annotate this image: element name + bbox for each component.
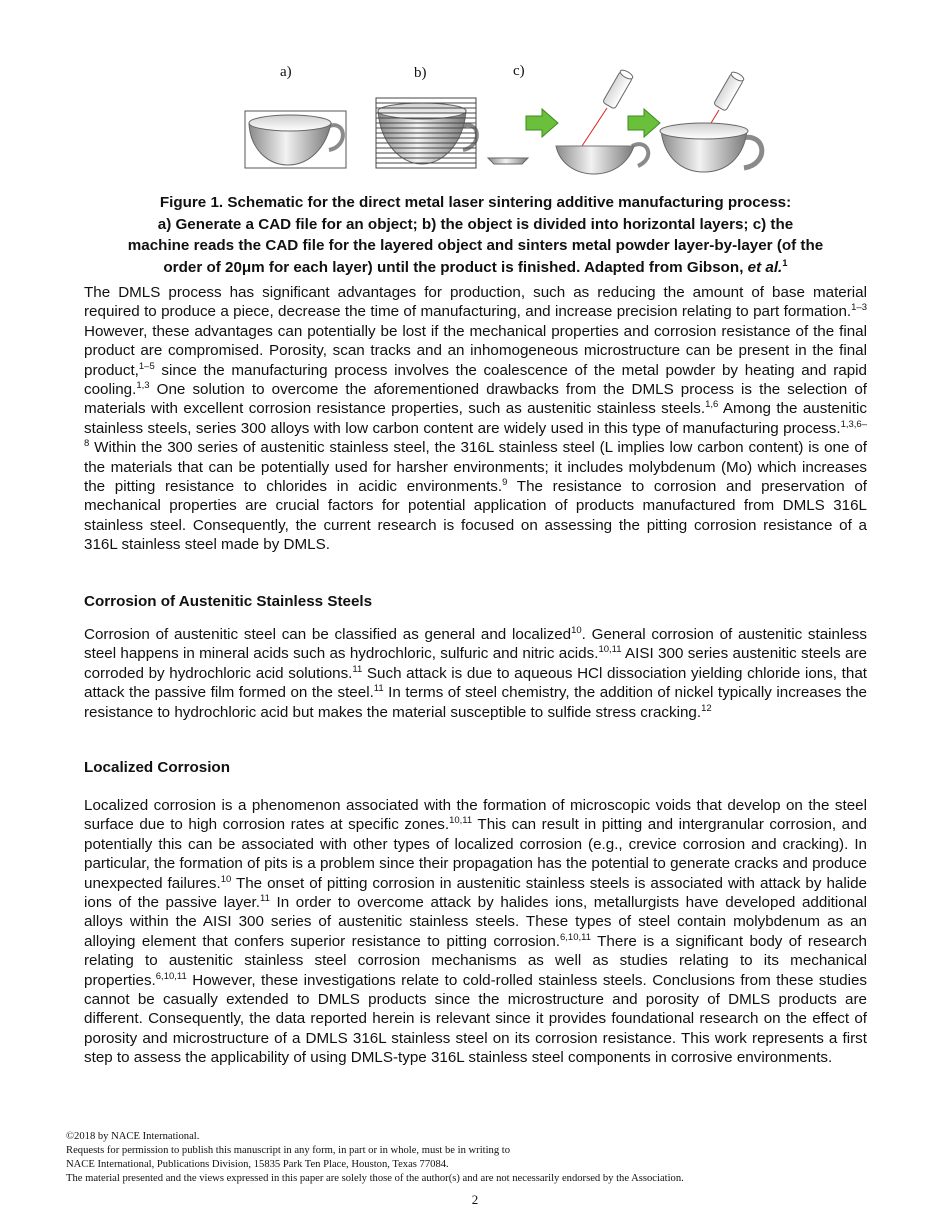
paragraph-text: The onset of pitting corrosion in austenitic stainless steels is associated with attack by halide ions of the passive layer. bbox=[84, 874, 867, 912]
paragraph-text: Among the austenitic stainless steels, series 300 alloys with low carbon content are widely used in this type of manufacturing process. bbox=[84, 400, 867, 437]
paragraph-text: However, these advantages can potentially be lost if the mechanical properties and corrosion resistance of the final product are compromised. Porosity, scan tracks and an inhomogeneous microstructure can be present in the final product, bbox=[84, 322, 867, 379]
citation-superscript: 9 bbox=[502, 477, 508, 489]
citation-superscript: 10,11 bbox=[598, 644, 622, 656]
process-arrow-icon bbox=[628, 109, 660, 137]
footer-disclaimer: The material presented and the views expressed in this paper are solely those of the author(s) and are not necessarily endorsed by the Association. bbox=[66, 1173, 684, 1184]
citation-superscript: 1–5 bbox=[138, 360, 155, 372]
paragraph-text: Such attack is due to aqueous HCl dissociation yielding chloride ions, that attack the passive film formed on the steel. bbox=[84, 664, 867, 702]
paragraph-text: There is a significant body of research relating to austenitic stainless steel corrosion mechanisms as well as studies relating to its mechanical properties. bbox=[84, 932, 867, 989]
citation-superscript: 10,11 bbox=[449, 815, 473, 827]
caption-line: machine reads the CAD file for the layered object and sinters metal powder layer-by-layer (of the bbox=[127, 237, 824, 254]
caption-reference: 1 bbox=[782, 257, 788, 269]
citation-superscript: 11 bbox=[352, 663, 363, 675]
citation-superscript: 6,10,11 bbox=[560, 931, 591, 943]
citation-superscript: 11 bbox=[373, 683, 384, 695]
body-paragraph-2 bbox=[84, 625, 867, 722]
paragraph-text: The DMLS process has significant advantages for production, such as reducing the amount of base material required to produce a piece, decrease the time of manufacturing, and increase precision relating to part formation. bbox=[84, 284, 867, 321]
citation-superscript: 1,3 bbox=[136, 380, 150, 392]
cad-cup-icon bbox=[245, 111, 346, 168]
figure-label-a: a) bbox=[280, 64, 292, 80]
body-paragraph-1 bbox=[84, 283, 867, 555]
citation-superscript: 10 bbox=[571, 625, 582, 636]
footer-permission: Requests for permission to publish this manuscript in any form, in part or in whole, must be in writing to bbox=[66, 1145, 511, 1156]
citation-superscript: 1,3,6–8 bbox=[84, 418, 867, 450]
finished-cup-icon bbox=[660, 123, 762, 172]
citation-superscript: 11 bbox=[259, 893, 270, 905]
laser-nozzle-icon bbox=[582, 68, 634, 146]
caption-line: a) Generate a CAD file for an object; b) the object is divided into horizontal layers; c) the bbox=[157, 215, 794, 233]
paragraph-text: However, these investigations relate to cold-rolled stainless steels. Conclusions from these studies cannot be casually extended to DMLS products since the microstructure and porosity of DMLS products are different. Consequently, the data reported herein is relevant since it provides foundational research on the effect of porosity and microstructure of a DMLS 316L stainless steel on its corrosion resistance. This work represents a first step to assess the applicability of using DMLS-type 316L stainless steel components in corrosive environments. bbox=[84, 971, 867, 1067]
partial-cup-icon bbox=[556, 144, 648, 174]
paragraph-text: One solution to overcome the aforementioned drawbacks from the DMLS process is the selection of materials with excellent corrosion resistance properties, such as austenitic stainless steels. bbox=[84, 381, 867, 418]
figure-caption bbox=[84, 192, 867, 278]
paragraph-text: Corrosion of austenitic steel can be classified as general and localized bbox=[84, 626, 572, 643]
figure-1-drawing bbox=[230, 60, 770, 180]
paragraph-text: In order to overcome attack by halides ions, metallurgists have developed additional alloys within the AISI 300 series of austenitic stainless steels. These types of steel contain molybdenum as an alloying element that confers superior resistance to pitting corrosion. bbox=[84, 894, 867, 950]
build-base-layer-icon bbox=[488, 158, 528, 164]
paragraph-text: Localized corrosion is a phenomenon associated with the formation of microscopic voids that develop on the steel surface due to high corrosion rates at specific zones. bbox=[84, 797, 867, 834]
caption-et-al: et al. bbox=[747, 258, 783, 276]
laser-nozzle-icon bbox=[708, 70, 745, 128]
paragraph-text: AISI 300 series austenitic steels are corroded by hydrochloric acid solutions. bbox=[84, 645, 867, 682]
caption-line: order of 20μm for each layer) until the product is finished. Adapted from Gibson, bbox=[163, 258, 748, 276]
figure-label-c: c) bbox=[513, 63, 525, 79]
citation-superscript: 10 bbox=[220, 873, 232, 885]
section-heading-localized: Localized Corrosion bbox=[84, 759, 230, 776]
footer-copyright: ©2018 by NACE International. bbox=[66, 1131, 200, 1142]
paragraph-text: In terms of steel chemistry, the addition of nickel typically increases the resistance to hydrochloric acid but makes the material susceptible to sulfide stress cracking. bbox=[84, 684, 867, 721]
section-heading-austenitic: Corrosion of Austenitic Stainless Steels bbox=[84, 593, 373, 610]
process-arrow-icon bbox=[526, 109, 558, 137]
paragraph-text: since the manufacturing process involves the coalescence of the metal powder by heating and rapid cooling. bbox=[84, 361, 867, 399]
page-number: 2 bbox=[471, 1192, 479, 1207]
caption-line: Figure 1. Schematic for the direct metal laser sintering additive manufacturing process: bbox=[159, 194, 792, 211]
footer-address: NACE International, Publications Division, 15835 Park Ten Place, Houston, Texas 77084. bbox=[66, 1159, 449, 1170]
page-footer bbox=[66, 1130, 886, 1186]
figure-1 bbox=[230, 60, 770, 180]
paragraph-text: Within the 300 series of austenitic stainless steel, the 316L stainless steel (L implies low carbon content) is one of the materials that can be potentially used for harsher environments; it includes molybdenum (Mo) which increases the pitting resistance to chlorides in acidic environments. bbox=[84, 439, 867, 496]
paragraph-text: The resistance to corrosion and preservation of mechanical properties are crucial factors for potential application of products manufactured from DMLS 316L stainless steel. Consequently, the current research is focused on assessing the pitting corrosion resistance of a 316L stainless steel made by DMLS. bbox=[84, 478, 867, 554]
citation-superscript: 1,6 bbox=[705, 399, 719, 411]
layered-cup-icon bbox=[376, 98, 477, 168]
citation-superscript: 6,10,11 bbox=[155, 970, 187, 982]
body-paragraph-3 bbox=[84, 796, 867, 1068]
figure-label-b: b) bbox=[414, 65, 427, 81]
paragraph-text: This can result in pitting and intergranular corrosion, and potentially this can be associated with other types of localized corrosion (e.g., crevice corrosion and cracking). In particular, the formation of pits is a problem since their propagation has the potential to generate cracks and produce unexpected failures. bbox=[84, 816, 867, 892]
citation-superscript: 1–3 bbox=[851, 302, 867, 314]
citation-superscript: 12 bbox=[701, 702, 712, 714]
paragraph-text: . General corrosion of austenitic stainless steel happens in mineral acids such as hydrochloric, sulfuric and nitric acids. bbox=[84, 626, 867, 663]
